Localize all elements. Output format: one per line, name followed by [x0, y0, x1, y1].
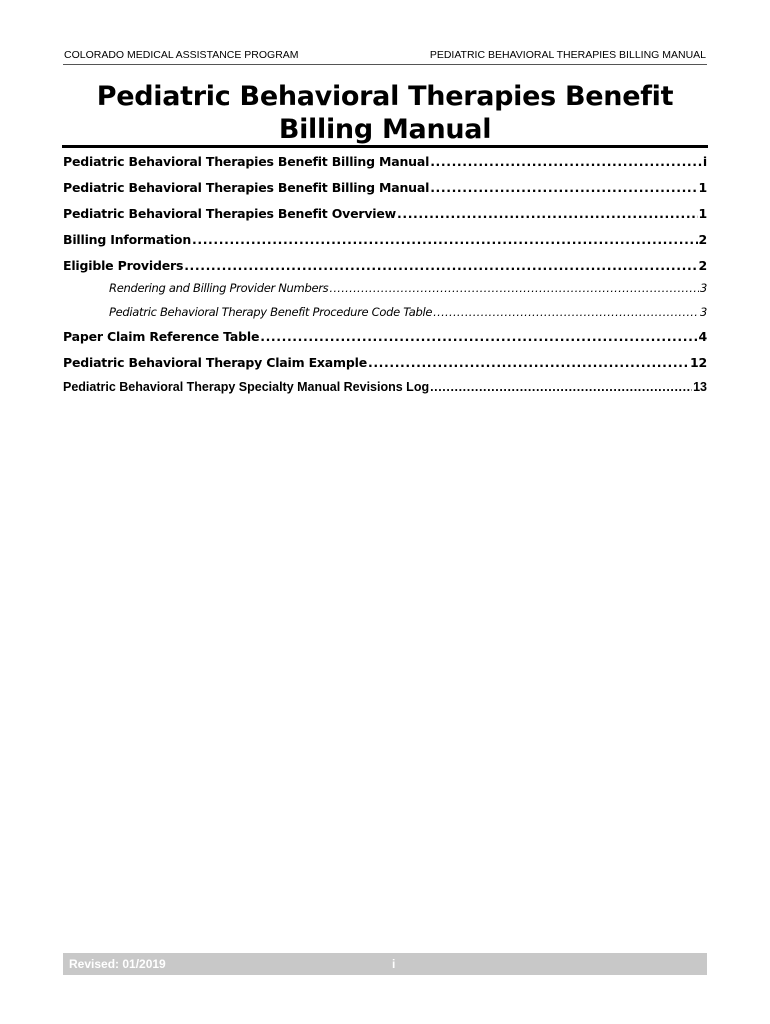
toc-entry-label: Pediatric Behavioral Therapy Specialty Manual Revisions Log	[63, 380, 430, 394]
toc-entry-page: 1	[698, 206, 707, 221]
toc-subentry[interactable]	[109, 305, 707, 325]
toc-entry[interactable]	[63, 258, 707, 278]
toc-entry-page: 12	[690, 355, 707, 370]
toc-entry-label: Paper Claim Reference Table	[63, 329, 260, 344]
toc-entry-page: 2	[698, 232, 707, 247]
document-title	[63, 80, 707, 146]
toc-entry[interactable]	[63, 329, 707, 349]
toc-entry[interactable]	[63, 206, 707, 226]
toc-entry-page: 4	[698, 329, 707, 344]
title-line-2: Billing Manual	[278, 114, 492, 145]
toc-entry-label: Pediatric Behavioral Therapy Benefit Procedure Code Table	[109, 305, 433, 319]
running-header	[63, 46, 707, 65]
toc-entry-page: 13	[693, 380, 707, 394]
toc-entry-page: i	[702, 154, 707, 169]
toc-entry-label: Pediatric Behavioral Therapies Benefit Billing Manual	[63, 154, 430, 169]
toc-entry[interactable]	[63, 232, 707, 252]
toc-entry-page: 3	[699, 305, 707, 319]
footer-revised-date: Revised: 01/2019	[69, 957, 166, 971]
header-manual-name: PEDIATRIC BEHAVIORAL THERAPIES BILLING MANUAL	[429, 49, 706, 61]
header-program-name: COLORADO MEDICAL ASSISTANCE PROGRAM	[64, 49, 299, 61]
toc-leader	[433, 305, 699, 319]
toc-leader	[430, 154, 702, 169]
toc-entry[interactable]	[63, 154, 707, 174]
toc-leader	[260, 329, 697, 344]
toc-subentry[interactable]	[109, 281, 707, 301]
toc-entry-page: 2	[698, 258, 707, 273]
toc-entry-label: Pediatric Behavioral Therapies Benefit Overview	[63, 206, 397, 221]
toc-entry-page: 1	[698, 180, 707, 195]
title-rule	[62, 145, 708, 148]
toc-entry[interactable]	[63, 180, 707, 200]
footer-page-number: i	[392, 957, 396, 971]
toc-entry-label: Eligible Providers	[63, 258, 184, 273]
toc-entry-label: Billing Information	[63, 232, 192, 247]
page-footer	[63, 953, 707, 975]
toc-entry[interactable]	[63, 380, 707, 400]
toc-leader	[192, 232, 697, 247]
toc-entry-label: Pediatric Behavioral Therapies Benefit Billing Manual	[63, 180, 430, 195]
toc-leader	[368, 355, 689, 370]
toc-entry[interactable]	[63, 355, 707, 375]
toc-leader	[397, 206, 697, 221]
toc-entry-label: Pediatric Behavioral Therapy Claim Example	[63, 355, 367, 370]
title-line-1: Pediatric Behavioral Therapies Benefit	[96, 81, 674, 112]
toc-leader	[329, 281, 699, 295]
toc-leader	[430, 180, 697, 195]
toc-entry-page: 3	[699, 281, 707, 295]
toc-leader	[184, 258, 697, 273]
toc-leader	[430, 380, 692, 394]
toc-entry-label: Rendering and Billing Provider Numbers	[109, 281, 329, 295]
